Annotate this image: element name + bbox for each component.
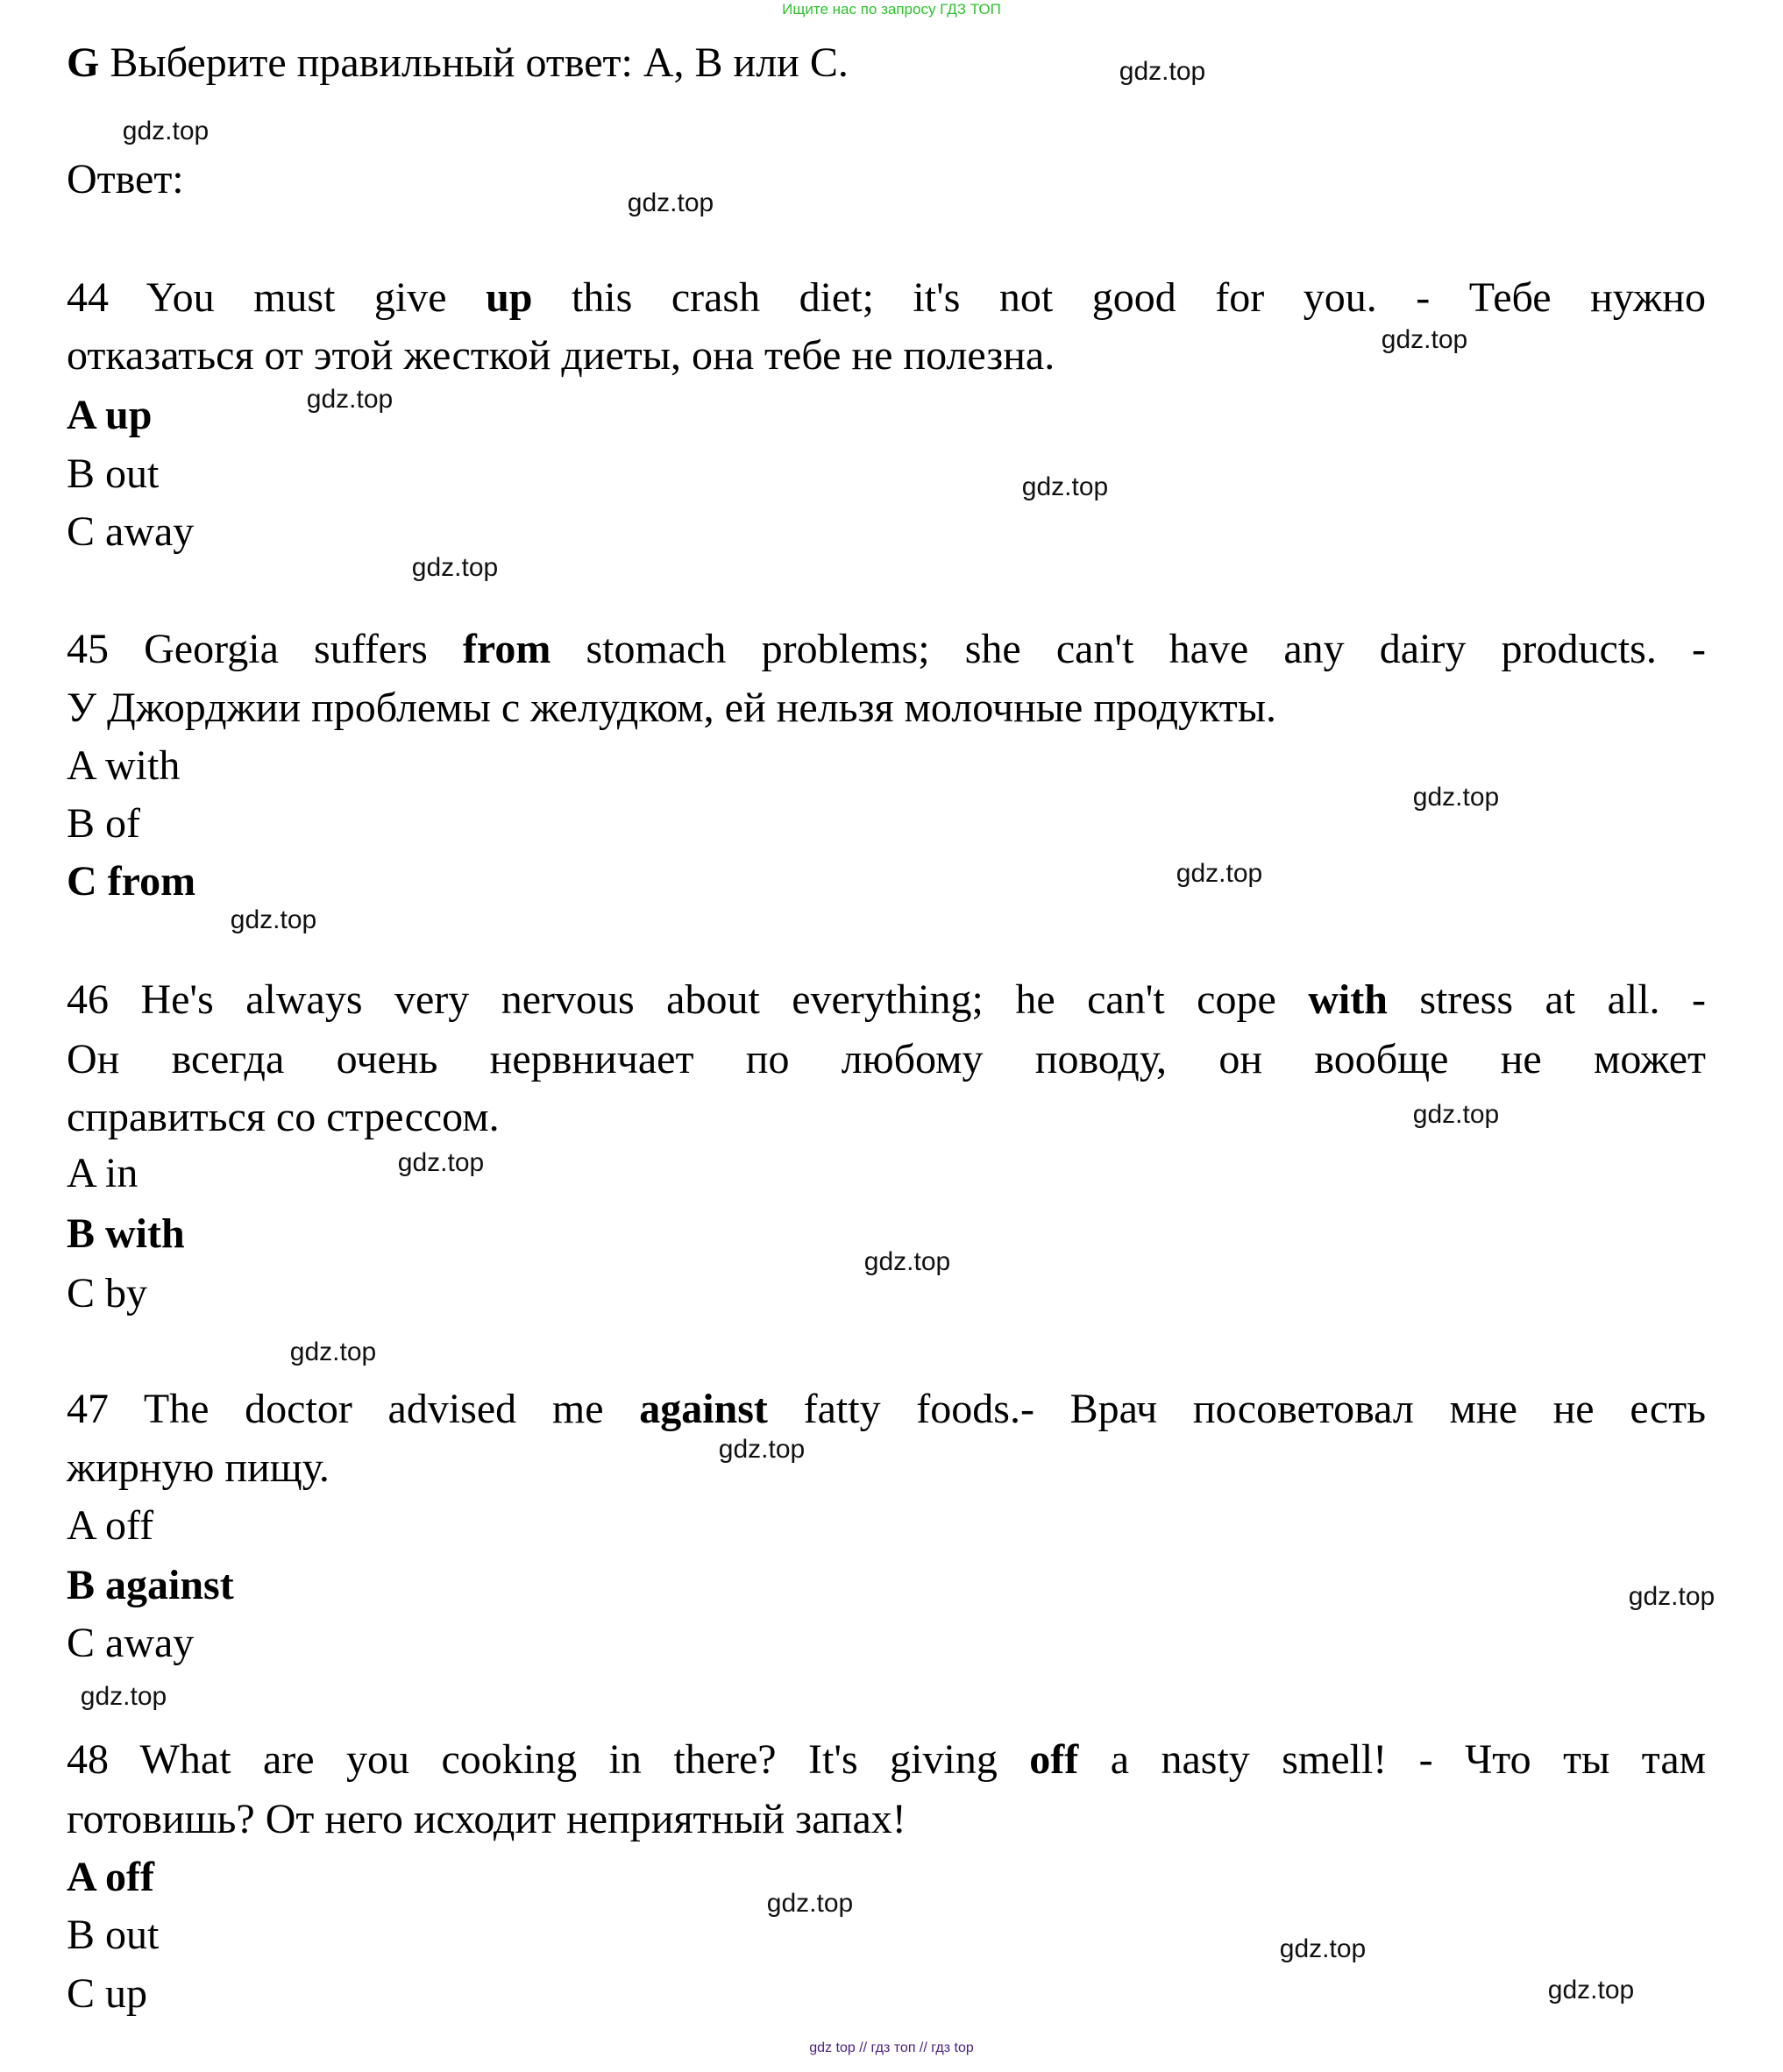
watermark: gdz.top [1021,472,1109,501]
text: this crash diet; it's not good for you. - Тебе нужно [532,274,1706,321]
text: stomach problems; she can't have any dairy products. - [551,626,1706,672]
question-45-line-1 [67,623,1706,676]
option-correct [67,1559,1706,1612]
answer-word: with [1308,976,1388,1023]
option-c: C away [67,508,195,555]
question-47-line-1 [67,1383,1706,1436]
task-heading [67,37,1706,89]
watermark: gdz.top [1381,325,1468,354]
search-notice: Ищите нас по запросу ГДЗ ТОП [782,1,1001,18]
question-45-line-2: У Джорджии проблемы с желудком, ей нельзя молочные продукты. [67,685,1276,731]
text: 48 What are you cooking in there? It's giving [67,1736,1030,1783]
text: stress at all. - [1387,976,1706,1023]
watermark: gdz.top [289,1338,377,1366]
watermark: gdz.top [397,1148,485,1177]
question-46-line-1 [67,974,1706,1026]
question-46-line-2: Он всегда очень нервничает по любому поводу, он вообще не может [67,1036,1706,1082]
watermark: gdz.top [1176,859,1263,888]
answer-word: off [1029,1736,1079,1783]
task-letter: G [67,39,100,86]
answer-label: Ответ: [67,156,184,202]
option-c: C from [67,858,196,905]
watermark: gdz.top [122,117,210,145]
text: a nasty smell! - Что ты там [1078,1736,1707,1783]
watermark: gdz.top [1547,1976,1635,2005]
footer-watermark: gdz top // гдз топ // гдз top [809,2040,974,2055]
question-44-line-2: отказаться от этой жесткой диеты, она тебе не полезна. [67,332,1055,379]
option-b: B of [67,800,140,847]
option-correct [67,1851,1706,1904]
option-a: A in [67,1150,139,1196]
watermark: gdz.top [1119,57,1206,86]
watermark: gdz.top [80,1682,167,1711]
watermark: gdz.top [718,1435,806,1464]
option-a: A with [67,742,181,789]
option-a: A up [67,392,153,438]
question-46-line-3: справиться со стрессом. [67,1094,500,1140]
option-a: A off [67,1502,154,1549]
watermark: gdz.top [1279,1934,1367,1963]
text: 45 Georgia suffers [67,626,463,672]
question-44-line-1 [67,272,1706,324]
option-b: B against [67,1562,234,1608]
watermark: gdz.top [1412,783,1500,812]
watermark: gdz.top [863,1247,951,1276]
question-47-line-2: жирную пищу. [67,1444,330,1491]
answer-word: up [486,274,533,321]
option-correct [67,855,1706,908]
answer-word: against [639,1386,768,1432]
watermark: gdz.top [766,1889,854,1918]
question-48-line-1 [67,1734,1706,1786]
watermark: gdz.top [627,188,714,217]
option-c: C by [67,1270,148,1316]
text: fatty foods.- Врач посоветовал мне не есть [767,1386,1706,1432]
watermark: gdz.top [411,553,499,582]
watermark: gdz.top [306,385,394,414]
option-b: B out [67,451,160,497]
text: 47 The doctor advised me [67,1386,640,1432]
text: 44 You must give [67,274,487,321]
option-c: C up [67,1970,148,2017]
watermark: gdz.top [1628,1582,1716,1611]
text: 46 He's always very nervous about everything; he can't cope [67,976,1309,1023]
option-c: C away [67,1620,195,1666]
option-a: A off [67,1854,154,1900]
question-48-line-2: готовишь? От него исходит неприятный запах! [67,1796,906,1842]
answer-word: from [462,626,551,672]
option-b: B with [67,1210,185,1257]
task-text: Выберите правильный ответ: A, B или C. [99,39,849,86]
watermark: gdz.top [230,905,317,934]
watermark: gdz.top [1412,1100,1500,1129]
option-b: B out [67,1912,160,1958]
